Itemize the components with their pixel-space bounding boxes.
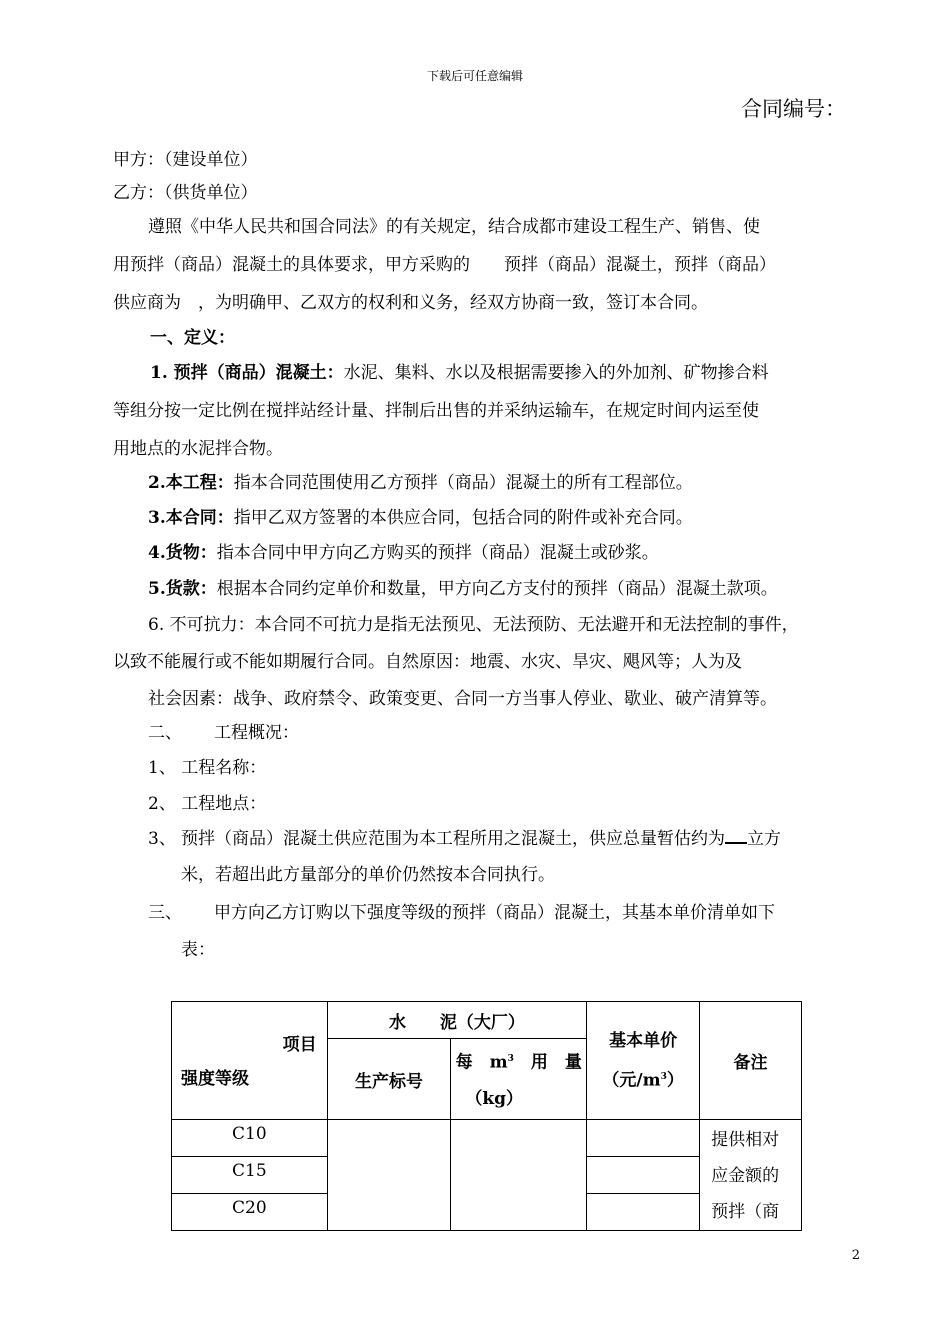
unit-price-label: 基本单价 [609, 1030, 678, 1051]
definition-3-term: 3.本合同： [148, 508, 234, 528]
definition-4-term: 4.货物： [148, 543, 217, 563]
remarks-line: 预拌（商 [711, 1202, 780, 1222]
remarks-header: 备注 [700, 1002, 802, 1120]
grade-cell-c15: C15 [172, 1156, 328, 1194]
production-grade-header: 生产标号 [327, 1039, 451, 1120]
definition-2 [148, 468, 693, 493]
cement-header: 水 泥（大厂） [327, 1002, 587, 1039]
remarks-line: 提供相对 [711, 1130, 780, 1150]
unit-price-unit: （元$/m^3$） [602, 1070, 684, 1091]
definition-1-line-3: 用地点的水泥拌合物。 [113, 439, 283, 459]
definition-4 [148, 538, 659, 563]
definition-5-text: 根据本合同约定单价和数量，甲方向乙方支付的预拌（商品）混凝土款项。 [216, 579, 778, 599]
unit-price-header [587, 1002, 700, 1120]
definition-1-term: 1. 预拌（商品）混凝土： [150, 363, 344, 383]
preamble-line-2: 用预拌（商品）混凝土的具体要求，甲方采购的 预拌（商品）混凝土，预拌（商品） [113, 255, 776, 275]
section-3-text: 甲方向乙方订购以下强度等级的预拌（商品）混凝土，其基本单价清单如下 [214, 903, 775, 923]
header-note: 下载后可任意编辑 [426, 69, 523, 83]
corner-header-cell [172, 1002, 328, 1120]
definition-3-text: 指甲乙双方签署的本供应合同，包括合同的附件或补充合同。 [233, 508, 693, 528]
supply-scope-line-2: 米，若超出此方量部分的单价仍然按本合同执行。 [181, 865, 555, 885]
definition-5-term: 5.货款： [148, 579, 217, 599]
production-grade-cell [327, 1120, 451, 1231]
page-number: 2 [851, 1248, 860, 1263]
section-1-title: 一、定义： [150, 328, 235, 348]
definition-6-line-3: 社会因素：战争、政府禁令、政策变更、合同一方当事人停业、歇业、破产清算等。 [148, 689, 777, 709]
supply-scope-unit: 立方 [747, 829, 781, 849]
definition-1 [150, 358, 769, 383]
definition-3 [148, 503, 693, 528]
project-location-label: 2、 工程地点： [148, 794, 267, 814]
section-2-number: 二、 [148, 723, 182, 743]
contract-number-label: 合同编号： [741, 97, 846, 121]
price-cell-c20 [587, 1194, 700, 1231]
price-table [171, 1001, 802, 1231]
definition-5 [148, 574, 778, 599]
definition-4-text: 指本合同中甲方向乙方购买的预拌（商品）混凝土或砂浆。 [216, 543, 659, 563]
usage-cell [451, 1120, 587, 1231]
definition-1-line-2: 等组分按一定比例在搅拌站经计量、拌制后出售的并采纳运输车，在规定时间内运至使 [113, 401, 759, 421]
definition-1-text: 水泥、集料、水以及根据需要掺入的外加剂、矿物掺合料 [343, 363, 769, 383]
strength-grade-header: 强度等级 [181, 1069, 249, 1089]
definition-6-line-1: 6. 不可抗力：本合同不可抗力是指无法预见、无法预防、无法避开和无法控制的事件， [148, 615, 799, 635]
grade-cell-c20: C20 [172, 1194, 328, 1231]
remarks-cell [700, 1120, 802, 1231]
preamble-line-1: 遵照《中华人民共和国合同法》的有关规定，结合成都市建设工程生产、销售、使 [148, 217, 760, 237]
section-2-title: 工程概况： [214, 723, 299, 743]
item-header: 项目 [282, 1035, 317, 1055]
section-3-number: 三、 [148, 903, 182, 923]
supply-scope-line-1 [181, 824, 781, 849]
section-3-line-2: 表： [181, 940, 215, 960]
party-b: 乙方：（供货单位） [113, 183, 258, 203]
preamble-line-3: 供应商为 ，为明确甲、乙双方的权利和义务，经双方协商一致，签订本合同。 [113, 293, 708, 313]
grade-cell-c10: C10 [172, 1120, 328, 1157]
party-a: 甲方：（建设单位） [113, 150, 258, 170]
remarks-line: 应金额的 [711, 1166, 780, 1186]
supply-scope-number: 3、 [148, 829, 176, 849]
supply-scope-text: 预拌（商品）混凝土供应范围为本工程所用之混凝土，供应总量暂估约为 [181, 829, 725, 849]
definition-2-term: 2.本工程： [148, 473, 234, 493]
usage-label: 每 $m^3$ 用 量 [455, 1052, 582, 1073]
definition-6-line-2: 以致不能履行或不能如期履行合同。自然原因：地震、水灾、旱灾、飓风等；人为及 [113, 652, 742, 672]
definition-2-text: 指本合同范围使用乙方预拌（商品）混凝土的所有工程部位。 [233, 473, 693, 493]
volume-blank [725, 828, 747, 844]
usage-unit: （kg） [465, 1088, 524, 1109]
price-cell-c15 [587, 1156, 700, 1194]
usage-header [451, 1039, 587, 1120]
project-name-label: 1、 工程名称： [148, 758, 267, 778]
price-cell-c10 [587, 1120, 700, 1157]
